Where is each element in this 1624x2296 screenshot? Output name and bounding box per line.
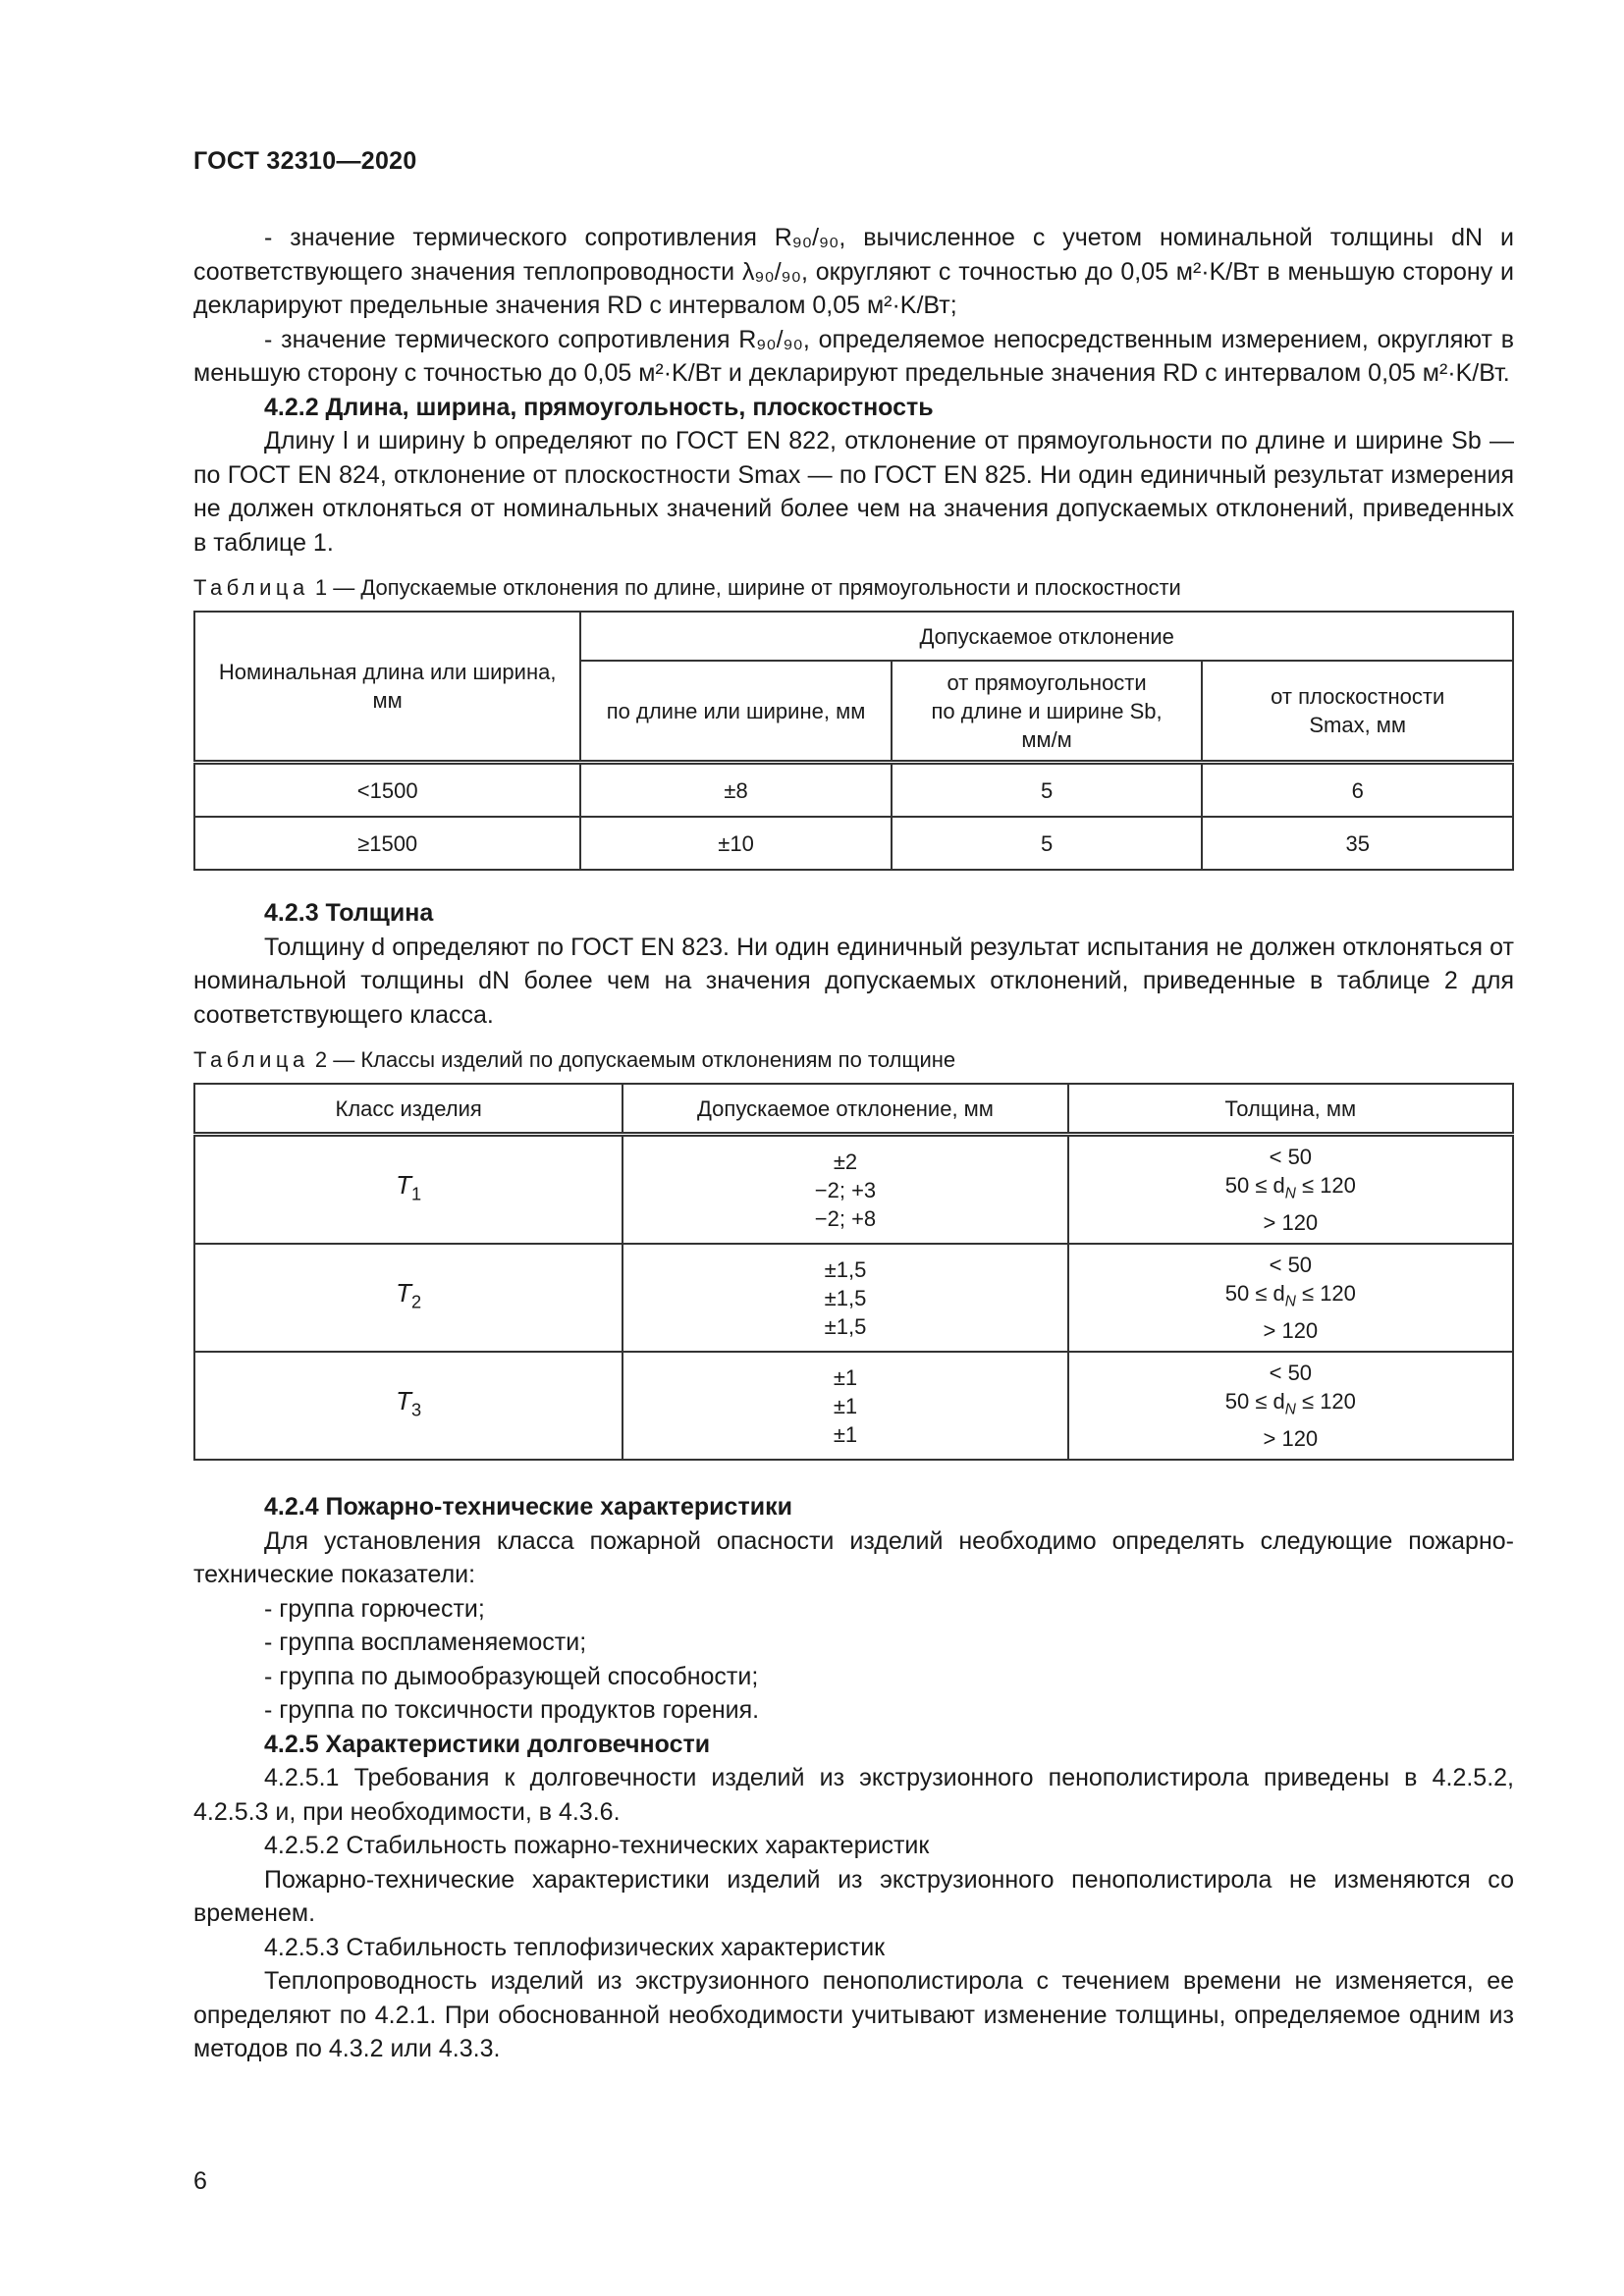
table-1-label: Таблица [193, 575, 309, 600]
table-1-cell: ±8 [580, 763, 891, 818]
table-2-label: Таблица [193, 1047, 309, 1072]
paragraph-4-2-4: Для установления класса пожарной опасности изделий необходимо определять следующие пожарно-технические показатели: [193, 1526, 1514, 1588]
table-1-cell: 5 [892, 817, 1203, 870]
table-1-header-flat [1202, 661, 1513, 763]
table-1-cell: 5 [892, 763, 1203, 818]
table-1-header-rect-line-3: мм/м [1021, 726, 1072, 752]
table-2-deviation-cell: ±2 −2; +3 −2; +8 [623, 1135, 1067, 1245]
table-row [194, 817, 1513, 870]
table-2-caption-text: 2 — Классы изделий по допускаемым отклонениям по толщине [314, 1047, 956, 1072]
table-2-class-cell: $T_3$ [194, 1352, 623, 1460]
section-heading-4-2-2: 4.2.2 Длина, ширина, прямоугольность, плоскостность [264, 393, 934, 421]
list-item-thermal-resistance-2: - значение термического сопротивления R₉₀/₉₀, определяемое непосредственным измерением, округляют в меньшую сторону с точностью до 0,05 м²·K/Вт и декларируют предельные значения RD с интервалом 0,05 м²·K/Вт. [193, 325, 1514, 387]
table-1-header-flat-line-1: от плоскостности [1271, 684, 1445, 709]
document-header: ГОСТ 32310—2020 [193, 147, 417, 175]
subsection-title-4-2-5-3: 4.2.5.3 Стабильность теплофизических характеристик [264, 1933, 886, 1961]
table-1-cell: 6 [1202, 763, 1513, 818]
list-item: - группа по дымообразующей способности; [264, 1662, 759, 1690]
table-row [194, 1135, 1513, 1245]
paragraph-4-2-2: Длину l и ширину b определяют по ГОСТ EN 822, отклонение от прямоугольности по длине и ширине Sb — по ГОСТ EN 824, отклонение от плоскостности Smax — по ГОСТ EN 825. Ни один единичный результат измерения не должен отклоняться от номинальных значений более чем на значения допускаемых отклонений, приведенных в таблице 1. [193, 427, 1514, 557]
table-2-header-class: Класс изделия [194, 1084, 623, 1135]
table-2-thickness-cell: < 50 $50 \le d_N \le 120$ > 120 [1068, 1244, 1513, 1352]
table-1-header-rect [892, 661, 1203, 763]
table-2-class-cell: $T_1$ [194, 1135, 623, 1245]
page-number: 6 [193, 2167, 207, 2195]
table-1-caption-text: 1 — Допускаемые отклонения по длине, ширине от прямоугольности и плоскостности [314, 575, 1181, 600]
table-1-cell: 35 [1202, 817, 1513, 870]
section-heading-4-2-3: 4.2.3 Толщина [264, 899, 434, 927]
table-1-cell: ±10 [580, 817, 891, 870]
table-2-deviation-cell: ±1 ±1 ±1 [623, 1352, 1067, 1460]
section-heading-4-2-5: 4.2.5 Характеристики долговечности [264, 1730, 711, 1758]
table-2-header-thickness: Толщина, мм [1068, 1084, 1513, 1135]
table-1-caption [193, 573, 1514, 603]
paragraph-4-2-5-3: Теплопроводность изделий из экструзионного пенополистирола с течением времени не изменяется, ее определяют по 4.2.1. При обоснованной необходимости учитывают изменение толщины, определяемое одним из методов по 4.3.2 или 4.3.3. [193, 1967, 1514, 2062]
table-2-thickness-cell: < 50 $50 \le d_N \le 120$ > 120 [1068, 1352, 1513, 1460]
paragraph-4-2-5-1: 4.2.5.1 Требования к долговечности изделий из экструзионного пенополистирола приведены в 4.2.5.2, 4.2.5.3 и, при необходимости, в 4.3.6. [193, 1764, 1514, 1826]
page-content [193, 221, 1514, 2066]
list-item: - группа воспламеняемости; [264, 1629, 587, 1656]
table-2-thickness-cell: < 50 $50 \le d_N \le 120$ > 120 [1068, 1135, 1513, 1245]
table-2-caption [193, 1045, 1514, 1075]
paragraph-4-2-5-2: Пожарно-технические характеристики изделий из экструзионного пенополистирола не изменяются со временем. [193, 1865, 1514, 1927]
list-item-thermal-resistance-1: - значение термического сопротивления R₉₀/₉₀, вычисленное с учетом номинальной толщины dN и соответствующего значения теплопроводности λ₉₀/₉₀, округляют с точностью до 0,05 м²·K/Вт в меньшую сторону и декларируют предельные значения RD с интервалом 0,05 м²·K/Вт; [193, 224, 1514, 319]
subsection-title-4-2-5-2: 4.2.5.2 Стабильность пожарно-технических характеристик [264, 1832, 930, 1859]
table-1-header-rect-line-2: по длине и ширине Sb, [931, 698, 1163, 723]
table-row [194, 1244, 1513, 1352]
table-row [194, 763, 1513, 818]
table-1-header-group: Допускаемое отклонение [580, 612, 1513, 661]
list-item: - группа горючести; [264, 1594, 485, 1623]
table-2 [193, 1083, 1514, 1461]
table-row [194, 1352, 1513, 1460]
table-1-cell: <1500 [194, 763, 580, 818]
table-2-header-deviation: Допускаемое отклонение, мм [623, 1084, 1067, 1135]
table-1 [193, 611, 1514, 871]
list-item: - группа по токсичности продуктов горения. [264, 1696, 760, 1724]
section-heading-4-2-4: 4.2.4 Пожарно-технические характеристики [264, 1493, 792, 1521]
table-1-header-rect-line-1: от прямоугольности [947, 669, 1147, 695]
table-1-header-length: по длине или ширине, мм [580, 661, 891, 763]
table-1-header-flat-line-2: Smax, мм [1309, 713, 1407, 737]
table-1-cell: ≥1500 [194, 817, 580, 870]
paragraph-4-2-3: Толщину d определяют по ГОСТ EN 823. Ни один единичный результат испытания не должен отклоняться от номинальной толщины dN более чем на значения допускаемых отклонений, приведенные в таблице 2 для соответствующего класса. [193, 933, 1514, 1029]
table-2-deviation-cell: ±1,5 ±1,5 ±1,5 [623, 1244, 1067, 1352]
table-2-class-cell: $T_2$ [194, 1244, 623, 1352]
table-1-header-nominal: Номинальная длина или ширина, мм [194, 612, 580, 763]
